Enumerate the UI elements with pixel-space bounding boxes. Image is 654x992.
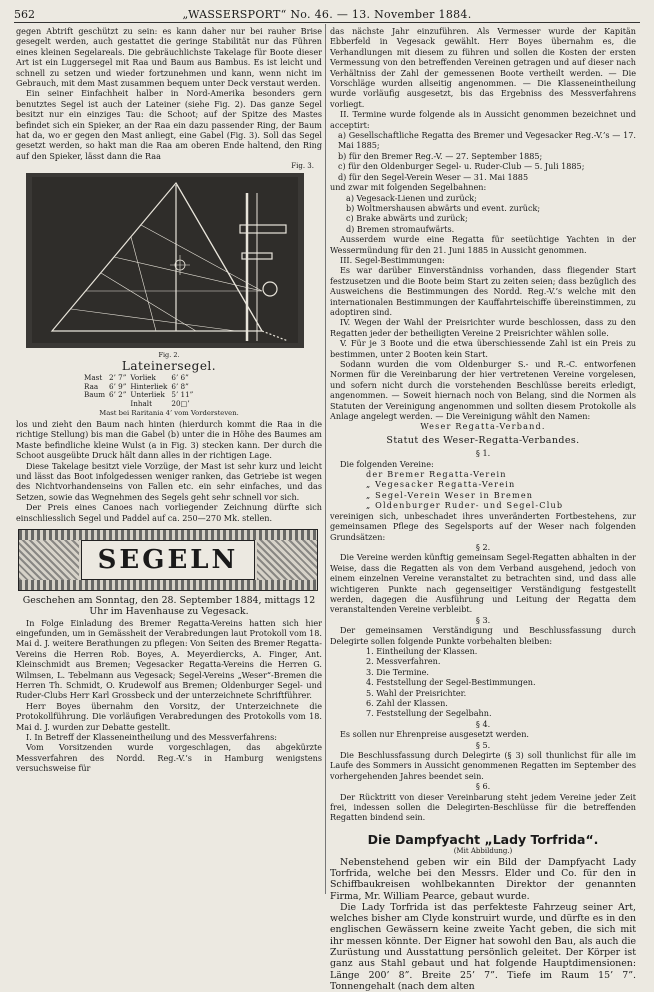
- page-number: 562: [14, 8, 35, 21]
- spec-cell: [109, 400, 130, 409]
- figure-3-label: Fig. 3.: [291, 162, 314, 171]
- spec-cell: 2’ 7”: [109, 373, 127, 383]
- paragraph: IV. Wegen der Wahl der Preisrichter wurde beschlossen, dass zu den Regatten jeder der betheiligten Vereine 2 Preisrichter wählen solle.: [330, 317, 636, 338]
- paragraph: Es sollen nur Ehrenpreise ausgesetzt werden.: [340, 729, 530, 740]
- spec-cell: 20□’: [171, 398, 190, 408]
- paragraph: vereinigen sich, unbeschadet ihres unveränderten Fortbestehens, zur gemeinsamen Pflege des Segelsports auf der Weser nach folgenden Grundsätzen:: [330, 510, 636, 542]
- paragraph: In Folge Einladung des Bremer Regatta-Vereins hatten sich hier eingefunden, um in Gemässheit der Verabredungen laut Protokoll vom 18. Mai d. J. weitere Berathungen zu pflegen: Von Seiten des Bremer Regatta-Vereins die Herren Rob. Boyes, A. Meyerdiercks, A. Finger, Ant. Kleinschmidt aus Bremen; Vegesacker Regatta-Vereins die Herren G. Wilmsen, L. Tebelmann aus Vegesack; Segel-Vereins „Weser“-Bremen die Herren Th. Schmidt, O. Krudewolf aus Bremen; Oldenburger Segel- und Ruder-Clubs Herr Karl Grossbeck und der unterzeichnete Schriftführer.: [16, 617, 322, 701]
- paragraph: und zwar mit folgenden Segelbahnen:: [330, 182, 487, 193]
- spec-cell: 5’ 11”: [171, 390, 194, 400]
- paragraph: Herr Boyes übernahm den Vorsitz, der Unterzeichnete die Protokollführung. Die vorläufigen Verabredungen des Protokolls vom 18. Mai d. J. wurden zur Debatte gestellt.: [16, 700, 322, 732]
- list-item: 1. Eintheilung der Klassen.: [366, 645, 478, 656]
- list-item: 7. Feststellung der Segelbahn.: [366, 708, 492, 719]
- list-item: 2. Messverfahren.: [366, 656, 441, 667]
- list-item: a) Vegesack-Lienen und zurück;: [346, 192, 477, 203]
- section-mark: § 2.: [475, 541, 491, 552]
- sail-spec-table: [84, 374, 197, 408]
- spec-cell: Raa: [84, 381, 99, 391]
- paragraph: gegen Abtrift geschützt zu sein: es kann daher nur bei rauher Brise gesegelt werden, auch gestattet die geringe Stabilität nur das Führen eines kleinen Segelareals. Die gebräuchlichste Takelage für Boote dieser Art ist ein Luggersegel mit Raa und Baum aus Bambus. Es ist leicht und schnell zu setzen und wieder fortzunehmen und kann, wenn nicht im Gebrauch, mit dem Mast zusammen bequem unter Deck verstaut werden.: [16, 26, 322, 89]
- section-mark: § 3.: [475, 614, 491, 625]
- spec-cell: 6’ 6”: [171, 373, 189, 383]
- paragraph: Der gemeinsamen Verständigung und Beschlussfassung durch Delegirte sollen folgende Punkte vorbehalten bleiben:: [330, 625, 636, 646]
- spec-cell: [84, 400, 109, 409]
- article-subtitle: (Mit Abbildung.): [453, 847, 513, 856]
- spec-note: Mast bei Raritania 4’ vom Vordersteven.: [99, 409, 239, 418]
- ornament-scroll-icon: [257, 540, 317, 580]
- statute-title: Statut des Weser-Regatta-Verbandes.: [386, 434, 580, 446]
- paragraph: Vom Vorsitzenden wurde vorgeschlagen, das abgekürzte Messverfahren des Nordd. Reg.-V.’s in Hamburg wenigstens versuchsweise für: [16, 742, 322, 774]
- paragraph: Es war darüber Einverständniss vorhanden, dass fliegender Start festzusetzen und die Boote beim Start zu zeiten seien; dass bezüglich des Ausweichens die Bestimmungen des Nordd. Reg.-V.’s welche mit den internationalen Bestimmungen der Kauffahrteischiffe übereinstimmen, zu adoptiren sind.: [330, 265, 636, 317]
- spec-cell: Vorliek: [130, 373, 156, 383]
- list-item: 6. Zahl der Klassen.: [366, 698, 448, 708]
- spec-cell: 6’ 2”: [109, 390, 127, 400]
- list-item: b) für den Bremer Reg.-V. — 27. September 1885;: [338, 150, 543, 161]
- ornament-scroll-icon: [19, 540, 79, 580]
- association-name: Weser Regatta-Verband.: [420, 421, 546, 432]
- spec-cell: Baum: [84, 390, 106, 400]
- list-item: 3. Die Termine.: [366, 666, 430, 677]
- page-header: [14, 6, 640, 26]
- paragraph: los und zieht den Baum nach hinten (hierdurch kommt die Raa in die richtige Stellung) bis man die Gabel (b) unter die in Höhe des Baumes am Maste befindliche kleine Wulst (a in Fig. 3) stecken kann. Der durch die Schoot ausgeübte Druck hält dann alles in der richtigen Lage.: [16, 418, 322, 461]
- paragraph: III. Segel-Bestimmungen:: [340, 254, 445, 265]
- paragraph: Der Preis eines Canoes nach vorliegender Zeichnung dürfte sich einschliesslich Segel und Paddel auf ca. 250—270 Mk. stellen.: [16, 502, 322, 523]
- list-item: 4. Feststellung der Segel-Bestimmungen.: [366, 677, 536, 688]
- section-mark: § 4.: [475, 718, 491, 729]
- left-column: [16, 26, 322, 774]
- list-item: c) für den Oldenburger Segel- u. Ruder-Club — 5. Juli 1885;: [338, 161, 585, 172]
- sail-drawing-icon: [26, 173, 304, 348]
- paragraph: Der Rücktritt von dieser Vereinbarung steht jedem Vereine jeder Zeit frei, indessen sollen die Delegirten-Beschlüsse für die betreffenden Regatten bindend sein.: [330, 791, 636, 823]
- section-title: SEGELN: [81, 540, 255, 580]
- article-title: Die Dampfyacht „Lady Torfrida“.: [367, 831, 599, 847]
- section-mark: § 5.: [475, 739, 491, 750]
- section-mark: § 1.: [475, 448, 491, 459]
- paragraph: Sodann wurden die vom Oldenburger S.- und R.-C. entworfenen Normen für die Vereinbarung der hier vertretenen Vereine vorgelesen, und sofern nicht durch die vorstehenden Beschlüsse bereits erledigt, angenommen. — Soweit hiernach noch von Belang, sind die Normen als Statuten der Vereinigung angenommen und sollten diesem Protokolle als Anlage angelegt werden. — Die Vereinigung wählt den Namen:: [330, 359, 636, 422]
- paragraph: Die Vereine werden künftig gemeinsam Segel-Regatten abhalten in der Weise, dass die Regatten als von dem Verband ausgehend, jedoch von einem einzelnen Vereine veranstaltet zu betrachten sind, und dass alle wichtigeren Punkte nach gegenseitiger Verständigung festgestellt werden, dagegen die Ausführung und Leitung der Regatta dem veranstaltenden Vereine verbleibt.: [330, 552, 636, 615]
- column-divider: [325, 24, 326, 894]
- list-item: „ Oldenburger Ruder- und Segel-Club: [366, 500, 564, 511]
- paragraph: Diese Takelage besitzt viele Vorzüge, der Mast ist sehr kurz und leicht und lässt das Boot infolgedessen weniger ranken, das Getriebe ist wegen des Nichtvorhandenseins von Fallen etc. ein sehr einfaches, und das Setzen, sowie das Wegnehmen des Segels geht sehr schnell vor sich.: [16, 460, 322, 502]
- protocol-heading: Geschehen am Sonntag, den 28. September 1884, mittags 12 Uhr im Havenhause zu Vegesack.: [22, 594, 316, 618]
- paragraph: Die folgenden Vereine:: [340, 458, 434, 469]
- section-banner: [18, 529, 318, 591]
- delegate-topic-list: [330, 646, 636, 719]
- list-item: „ Vegesacker Regatta-Verein: [366, 479, 516, 490]
- list-item: a) Gesellschaftliche Regatta des Bremer und Vegesacker Reg.-V.’s — 17. Mai 1885;: [338, 130, 636, 151]
- club-list: [330, 469, 636, 511]
- paragraph: I. In Betreff der Klasseneintheilung und des Messverfahrens:: [26, 732, 277, 742]
- paragraph: V. Für je 3 Boote und die etwa überschiessende Zahl ist ein Preis zu bestimmen, unter 2 Booten kein Start.: [330, 338, 636, 359]
- paragraph: Nebenstehend geben wir ein Bild der Dampfyacht Lady Torfrida, welche bei den Messrs. Elder und Co. für den in Schiffbaukreisen wohlbekannten Direktor der genannten Firma, Mr. William Pearce, gebaut wurde.: [330, 856, 636, 902]
- list-item: b) Woltmershausen abwärts und event. zurück;: [346, 202, 541, 213]
- ornament-border-icon: [19, 580, 317, 590]
- header-rule: [14, 22, 640, 23]
- ornament-border-icon: [19, 530, 317, 540]
- list-item: der Bremer Regatta-Verein: [366, 469, 507, 480]
- right-column: [330, 26, 636, 992]
- spec-cell: Mast: [84, 373, 103, 383]
- regatta-date-list: [330, 130, 636, 182]
- figure-2-title: Lateinersegel.: [121, 359, 217, 374]
- course-list: [330, 193, 636, 235]
- list-item: „ Segel-Verein Weser in Bremen: [366, 489, 534, 500]
- list-item: d) für den Segel-Verein Weser — 31. Mai 1885: [338, 171, 529, 182]
- paragraph: II. Termine wurde folgende als in Aussicht genommen bezeichnet und acceptirt:: [330, 109, 636, 130]
- paragraph: Ausserdem wurde eine Regatta für seetüchtige Yachten in der Wessermündung für den 21. Juni 1885 in Aussicht genommen.: [330, 234, 636, 255]
- table-row: [84, 400, 197, 409]
- spec-cell: Unterliek: [130, 390, 165, 400]
- spec-cell: 6’ 8”: [171, 381, 189, 391]
- spec-cell: 6’ 9”: [109, 381, 127, 391]
- spec-cell: Hinterliek: [130, 381, 168, 391]
- spec-cell: Inhalt: [130, 398, 152, 408]
- section-mark: § 6.: [475, 781, 491, 792]
- paragraph: Ein seiner Einfachheit halber in Nord-Amerika besonders gern benutztes Segel ist auch der Lateiner (siehe Fig. 2). Das ganze Segel besitzt nur ein einziges Tau: die Schoot; auf der Spitze des Mastes befindet sich ein Spieker, an der Raa ein dazu passender Ring, der Baum hat da, wo er gegen den Mast anliegt, eine Gabel (Fig. 3). Soll das Segel gesetzt werden, so hakt man die Raa am oberen Ende haltend, den Ring auf den Spieker, lässt dann die Raa: [16, 88, 322, 161]
- running-title: „WASSERSPORT“ No. 46. — 13. November 1884.: [182, 8, 472, 21]
- list-item: 5. Wahl der Preisrichter.: [366, 687, 467, 698]
- paragraph: Die Beschlussfassung durch Delegirte (§ 3) soll thunlichst für alle im Laufe des Sommers in Aussicht genommenen Regatten im September des vorhergehenden Jahres beendet sein.: [330, 750, 636, 781]
- list-item: c) Brake abwärts und zurück;: [346, 213, 468, 224]
- figure-2-label: Fig. 2.: [158, 350, 180, 359]
- list-item: d) Bremen stromaufwärts.: [346, 223, 455, 234]
- paragraph: Die Lady Torfrida ist das perfekteste Fahrzeug seiner Art, welches bisher am Clyde konstruirt wurde, und dürfte es in den englischen Gewässern keine zweite Yacht geben, die sich mit ihr messen könnte. Der Eigner hat sowohl den Bau, als auch die Zurüstung und Ausstattung persönlich geleitet. Der Körper ist ganz aus Stahl gebaut und hat folgende Hauptdimensionen: Länge 200’ 8”. Breite 25’ 7”. Tiefe im Raum 15’ 7”. Tonnengehalt (nach dem alten: [330, 901, 636, 992]
- lateen-sail-illustration: [26, 173, 304, 348]
- paragraph: das nächste Jahr einzuführen. Als Vermesser wurde der Kapitän Ebberfeld in Vegesack gewählt. Herr Boyes übernahm es, die Verhandlungen mit diesem zu führen und sollen die Kosten der ersten Vermessung von den betreffenden Vereinen getragen und auf dieser nach Verhältniss der Zahl der gemessenen Boote vertheilt werden. — Die Vorschläge wurden allseitig angenommen. — Die Klasseneintheilung wurde vorläufig ausgesetzt, bis das Ergebniss des Messverfahrens vorliegt.: [330, 26, 636, 109]
